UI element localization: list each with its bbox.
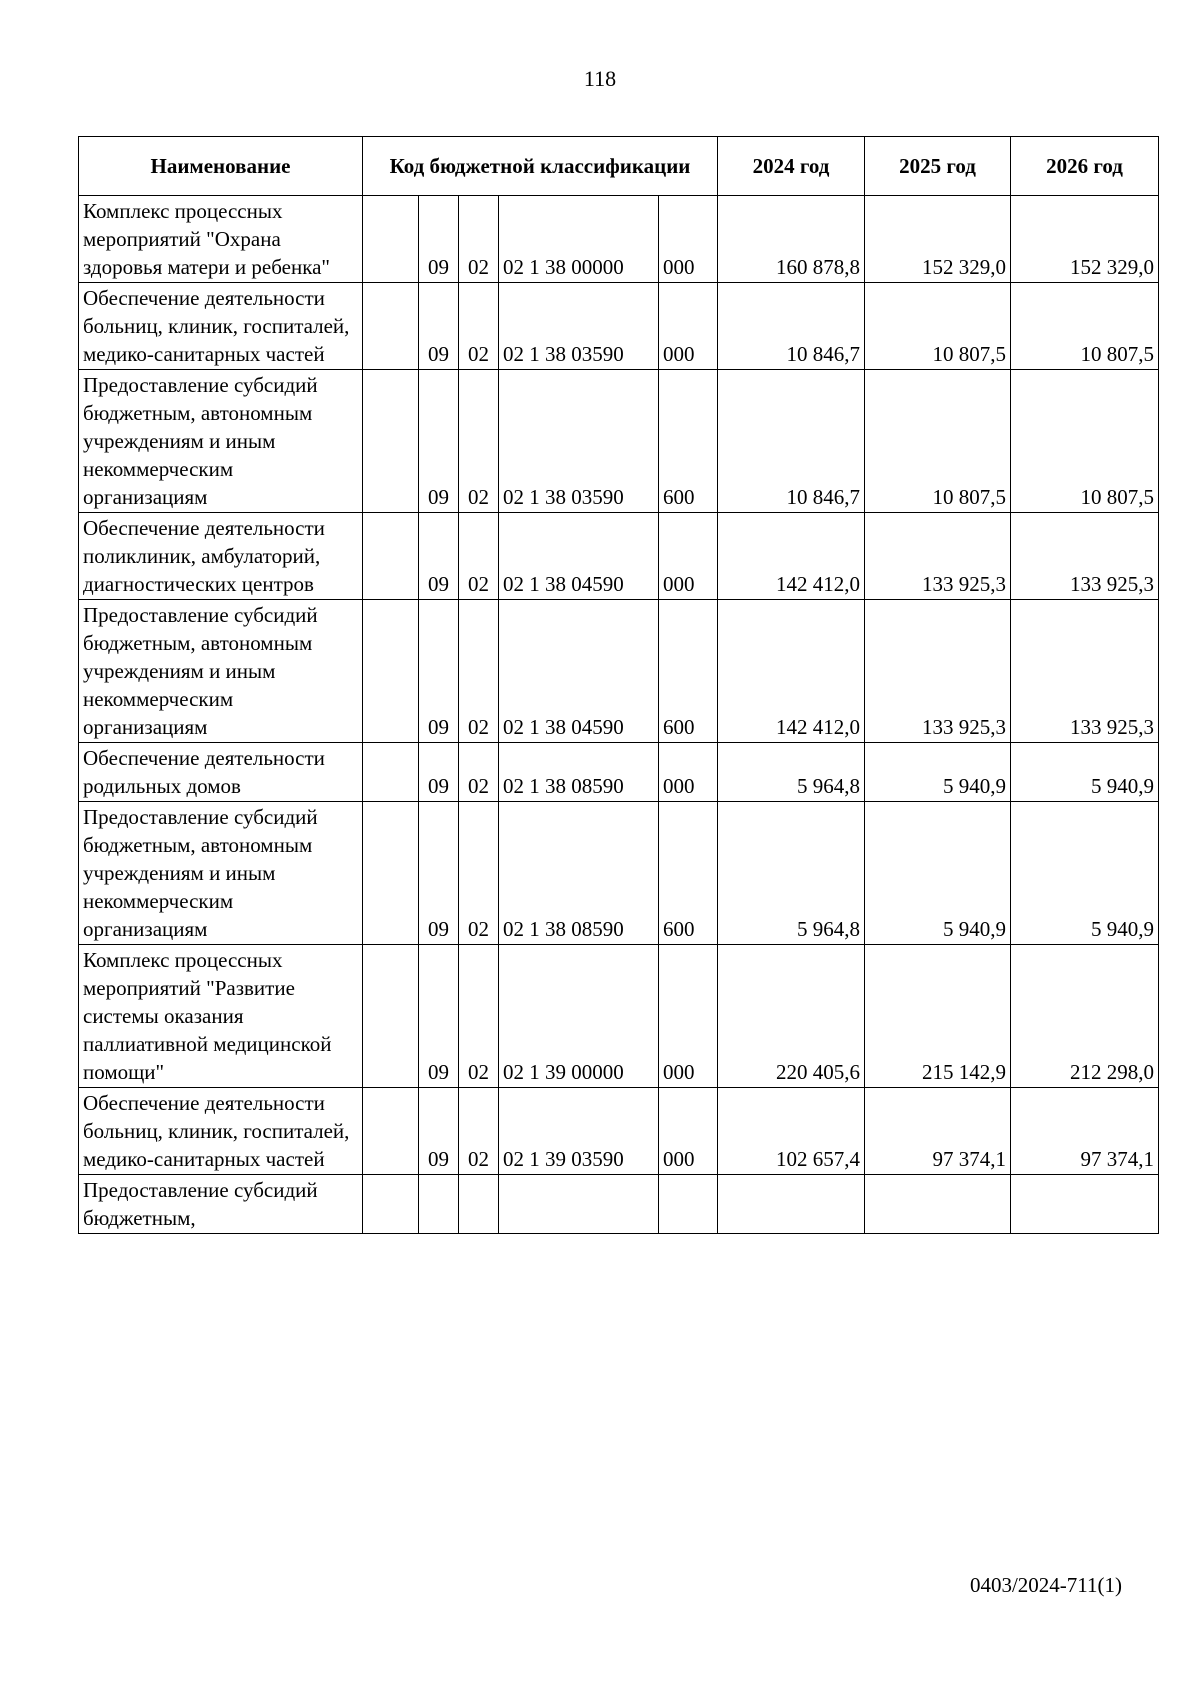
- row-2024: 142 412,0: [718, 600, 865, 743]
- table-row: [79, 802, 1159, 945]
- row-2024: 10 846,7: [718, 370, 865, 513]
- row-subsection: 02: [459, 743, 499, 802]
- row-2025: [865, 1175, 1011, 1234]
- row-2026: 10 807,5: [1011, 370, 1159, 513]
- row-2025: 10 807,5: [865, 370, 1011, 513]
- row-name: Обеспечение деятельности больниц, клиник, госпиталей, медико-санитарных частей: [79, 283, 363, 370]
- row-ved: 09: [419, 370, 459, 513]
- row-empty-cell: [363, 513, 419, 600]
- row-2024: 102 657,4: [718, 1088, 865, 1175]
- row-ved: 09: [419, 743, 459, 802]
- table-row: [79, 1175, 1159, 1234]
- row-subsection: 02: [459, 600, 499, 743]
- row-expense-type: 000: [659, 945, 718, 1088]
- row-2024: 160 878,8: [718, 196, 865, 283]
- row-empty-cell: [363, 1088, 419, 1175]
- row-empty-cell: [363, 743, 419, 802]
- row-empty-cell: [363, 802, 419, 945]
- header-name: Наименование: [79, 137, 363, 196]
- table-row: [79, 743, 1159, 802]
- row-empty-cell: [363, 600, 419, 743]
- row-subsection: 02: [459, 370, 499, 513]
- row-ved: 09: [419, 283, 459, 370]
- row-2026: 5 940,9: [1011, 802, 1159, 945]
- row-expense-type: 000: [659, 283, 718, 370]
- row-expense-type: 000: [659, 196, 718, 283]
- row-2025: 5 940,9: [865, 802, 1011, 945]
- row-empty-cell: [363, 370, 419, 513]
- row-subsection: 02: [459, 1088, 499, 1175]
- row-target-code: [499, 1175, 659, 1234]
- table-row: [79, 283, 1159, 370]
- row-name: Предоставление субсидий бюджетным, автономным учреждениям и иным некоммерческим организациям: [79, 802, 363, 945]
- row-2026: 97 374,1: [1011, 1088, 1159, 1175]
- row-target-code: 02 1 38 03590: [499, 370, 659, 513]
- row-ved: 09: [419, 513, 459, 600]
- row-subsection: [459, 1175, 499, 1234]
- row-expense-type: 000: [659, 743, 718, 802]
- row-target-code: 02 1 39 00000: [499, 945, 659, 1088]
- row-2024: 5 964,8: [718, 802, 865, 945]
- row-ved: 09: [419, 196, 459, 283]
- row-2024: 142 412,0: [718, 513, 865, 600]
- row-subsection: 02: [459, 945, 499, 1088]
- row-2024: [718, 1175, 865, 1234]
- row-expense-type: 600: [659, 600, 718, 743]
- row-2024: 220 405,6: [718, 945, 865, 1088]
- row-2026: [1011, 1175, 1159, 1234]
- row-empty-cell: [363, 196, 419, 283]
- table-row: [79, 196, 1159, 283]
- row-empty-cell: [363, 945, 419, 1088]
- row-target-code: 02 1 38 04590: [499, 600, 659, 743]
- row-2025: 215 142,9: [865, 945, 1011, 1088]
- row-2026: 133 925,3: [1011, 600, 1159, 743]
- row-target-code: 02 1 38 08590: [499, 743, 659, 802]
- row-ved: 09: [419, 1088, 459, 1175]
- row-target-code: 02 1 38 00000: [499, 196, 659, 283]
- row-expense-type: 000: [659, 1088, 718, 1175]
- budget-table: [78, 136, 1159, 1234]
- row-empty-cell: [363, 1175, 419, 1234]
- page-number: 118: [583, 66, 617, 91]
- row-ved: [419, 1175, 459, 1234]
- row-target-code: 02 1 39 03590: [499, 1088, 659, 1175]
- row-ved: 09: [419, 600, 459, 743]
- row-2026: 152 329,0: [1011, 196, 1159, 283]
- row-expense-type: 000: [659, 513, 718, 600]
- row-2024: 5 964,8: [718, 743, 865, 802]
- row-expense-type: 600: [659, 802, 718, 945]
- table-header-row: [79, 137, 1159, 196]
- row-name: Предоставление субсидий бюджетным, автономным учреждениям и иным некоммерческим организациям: [79, 600, 363, 743]
- document-number: 0403/2024-711(1): [969, 1573, 1122, 1597]
- row-target-code: 02 1 38 03590: [499, 283, 659, 370]
- header-2024: 2024 год: [718, 137, 865, 196]
- row-name: Обеспечение деятельности поликлиник, амбулаторий, диагностических центров: [79, 513, 363, 600]
- row-ved: 09: [419, 945, 459, 1088]
- row-subsection: 02: [459, 196, 499, 283]
- row-subsection: 02: [459, 513, 499, 600]
- row-name: Предоставление субсидий бюджетным, автономным учреждениям и иным некоммерческим организациям: [79, 370, 363, 513]
- row-name: Обеспечение деятельности больниц, клиник, госпиталей, медико-санитарных частей: [79, 1088, 363, 1175]
- row-2025: 5 940,9: [865, 743, 1011, 802]
- row-2025: 10 807,5: [865, 283, 1011, 370]
- row-2026: 212 298,0: [1011, 945, 1159, 1088]
- row-target-code: 02 1 38 04590: [499, 513, 659, 600]
- row-empty-cell: [363, 283, 419, 370]
- table-row: [79, 513, 1159, 600]
- row-subsection: 02: [459, 802, 499, 945]
- row-subsection: 02: [459, 283, 499, 370]
- header-code: Код бюджетной классификации: [363, 137, 718, 196]
- table-row: [79, 600, 1159, 743]
- header-2026: 2026 год: [1011, 137, 1159, 196]
- table-row: [79, 945, 1159, 1088]
- row-2025: 133 925,3: [865, 513, 1011, 600]
- row-ved: 09: [419, 802, 459, 945]
- row-expense-type: 600: [659, 370, 718, 513]
- row-2025: 97 374,1: [865, 1088, 1011, 1175]
- table-row: [79, 370, 1159, 513]
- row-name: Предоставление субсидий бюджетным,: [79, 1175, 363, 1234]
- row-2025: 152 329,0: [865, 196, 1011, 283]
- row-name: Комплекс процессных мероприятий "Развитие системы оказания паллиативной медицинской помощи": [79, 945, 363, 1088]
- row-name: Обеспечение деятельности родильных домов: [79, 743, 363, 802]
- row-target-code: 02 1 38 08590: [499, 802, 659, 945]
- header-2025: 2025 год: [865, 137, 1011, 196]
- row-expense-type: [659, 1175, 718, 1234]
- row-name: Комплекс процессных мероприятий "Охрана здоровья матери и ребенка": [79, 196, 363, 283]
- row-2026: 10 807,5: [1011, 283, 1159, 370]
- row-2025: 133 925,3: [865, 600, 1011, 743]
- table-row: [79, 1088, 1159, 1175]
- row-2026: 133 925,3: [1011, 513, 1159, 600]
- row-2026: 5 940,9: [1011, 743, 1159, 802]
- row-2024: 10 846,7: [718, 283, 865, 370]
